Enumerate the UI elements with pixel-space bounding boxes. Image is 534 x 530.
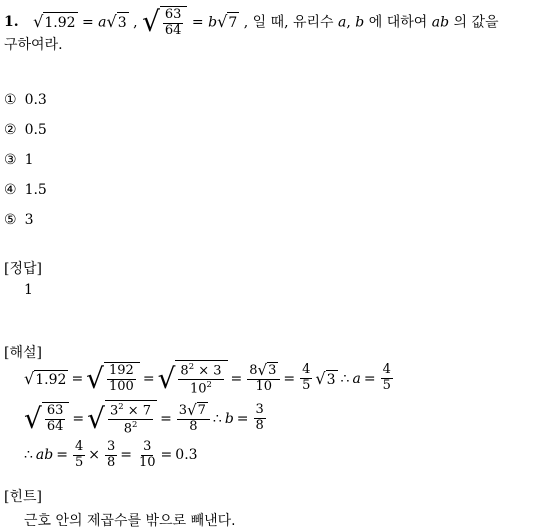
option-2[interactable]	[4, 122, 47, 138]
explanation-line-3: ∴ ab = $\frac{4}{5}$ × $\frac{3}{8}$ = $\frac{3}{10}$ = 0.3	[24, 439, 198, 470]
answer-value: 1	[24, 282, 33, 298]
option-marker: ④	[4, 182, 17, 198]
option-marker: ③	[4, 152, 17, 168]
option-value: 0.3	[24, 92, 47, 108]
option-marker: ①	[4, 92, 17, 108]
question-line-1: 1. √ 1.92 = a √ 3 , √ $\frac{63}{64}$ = b √ 7 , 일 때, 유리수 a, b 에 대하여 ab 의 값을	[4, 5, 499, 39]
option-5[interactable]	[4, 212, 33, 228]
sqrt-expression: √ 1.92	[33, 12, 76, 32]
option-4[interactable]	[4, 182, 47, 198]
answer-label: [정답]	[4, 261, 42, 277]
option-value: 1.5	[24, 182, 47, 198]
option-marker: ②	[4, 122, 17, 138]
explanation-label: [해설]	[4, 345, 42, 361]
sqrt-fraction: √ $\frac{63}{64}$	[142, 6, 187, 39]
question-line-2: 구하여라.	[4, 37, 63, 53]
explanation-line-2: √ $\frac{63}{64}$ = √ $\frac{3^2 \times 7}{8^2}$ = 3 √ 7 8 ∴ b = $\frac{3}{8}$	[24, 401, 264, 437]
explanation-line-1: √ 1.92 = √ $\frac{192}{100}$ = √ $\frac{8^2 \times 3}{10^2}$ = 8 √ 3 10 = $\frac{4}{5}$ √ 3 ∴ a = $\frac{4}{5}$	[24, 361, 391, 397]
option-3[interactable]	[4, 152, 33, 168]
option-value: 3	[24, 212, 34, 228]
option-1[interactable]	[4, 92, 47, 108]
hint-label: [힌트]	[4, 489, 42, 505]
question-number: 1.	[4, 14, 19, 31]
hint-text: 근호 안의 제곱수를 밖으로 빼낸다.	[24, 513, 236, 529]
option-value: 1	[24, 152, 34, 168]
option-value: 0.5	[24, 122, 47, 138]
option-marker: ⑤	[4, 212, 17, 228]
